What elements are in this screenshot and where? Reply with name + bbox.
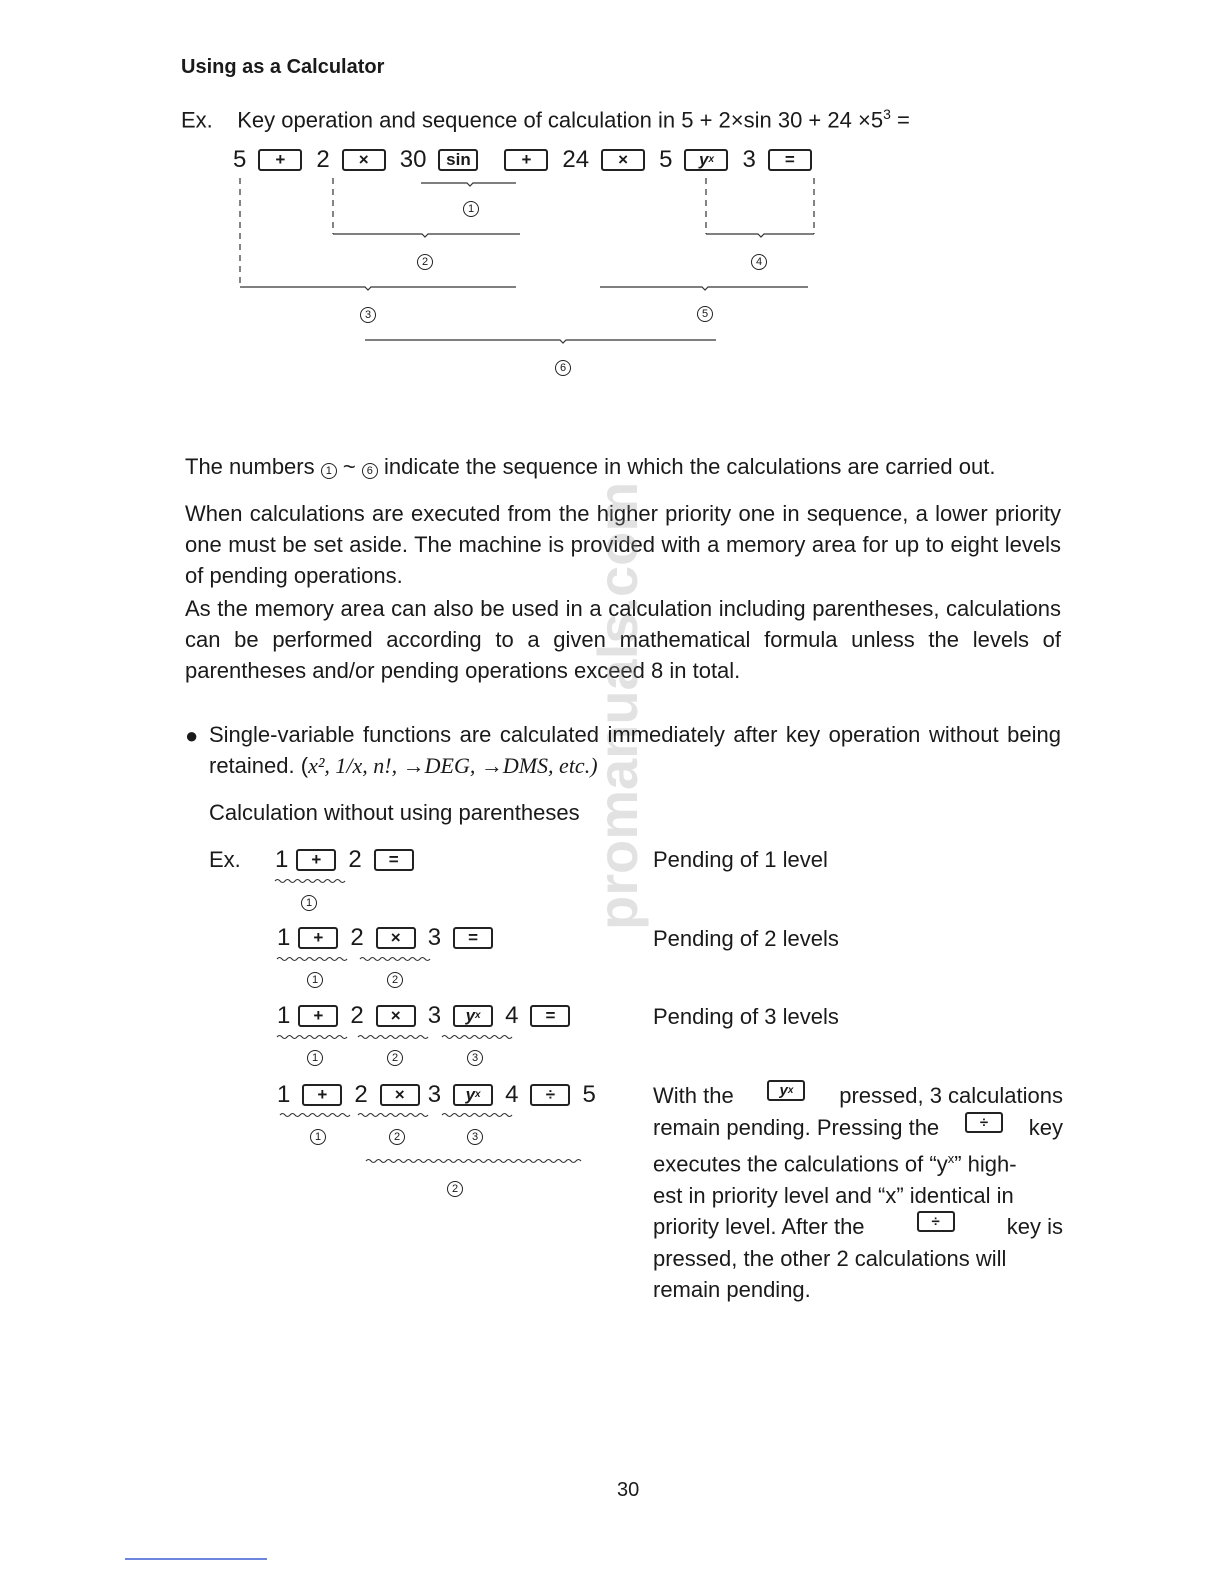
subheading: Calculation without using parentheses	[209, 800, 580, 825]
numbers-note-tilde: ~	[342, 454, 356, 479]
power-key: y x	[684, 149, 728, 171]
expl-l4: est in priority level and “x” identical in	[653, 1182, 1014, 1208]
seq-num: 2	[354, 1081, 368, 1108]
seq-num: 1	[277, 1002, 291, 1029]
divide-key: ÷	[530, 1084, 570, 1106]
numbers-note-before: The numbers	[185, 454, 315, 479]
step-3-marker: 3	[360, 307, 376, 323]
expl-l2a: remain pending. Pressing the	[653, 1114, 940, 1140]
equals-key: =	[453, 927, 493, 949]
seq-num: 5	[659, 146, 673, 173]
example1-suffix: =	[890, 107, 910, 133]
explanation	[653, 1080, 1063, 1306]
numbers-note	[185, 454, 995, 480]
step-marker: 1	[301, 895, 317, 911]
wave	[366, 1160, 581, 1163]
seq-num: 5	[233, 146, 247, 173]
step-marker: 2	[447, 1181, 463, 1197]
step-marker: 3	[467, 1050, 483, 1066]
power-key: y x	[453, 1084, 493, 1106]
bullet-items: x², 1/x, n!, →DEG, →DMS, etc.)	[308, 753, 598, 778]
bullet-dot: ●	[185, 723, 199, 748]
example1-prefix: Ex.	[181, 107, 213, 133]
example2-prefix: Ex.	[209, 847, 241, 872]
expl-l3b: ” high-	[954, 1151, 1017, 1177]
wave	[358, 1114, 428, 1117]
multiply-key: ×	[601, 149, 645, 171]
step-marker: 3	[467, 1129, 483, 1145]
step-marker: 1	[310, 1129, 326, 1145]
seq-num: 4	[505, 1002, 519, 1029]
seq-num: 3	[427, 1002, 442, 1029]
seq-num: 2	[350, 924, 364, 951]
watermark: promanuals.com	[586, 481, 649, 930]
numbers-note-after: indicate the sequence in which the calculations are carried out.	[383, 454, 996, 479]
wave	[275, 880, 345, 883]
example2-row-3	[277, 1002, 578, 1030]
sin-key: sin	[438, 149, 478, 171]
pending-3-label: Pending of 3 levels	[653, 1004, 839, 1029]
bracket-1	[421, 183, 516, 186]
bullet-main: Single-variable functions are calculated immediately after key operation without being retained. (	[209, 722, 1061, 778]
multiply-key: ×	[376, 1005, 416, 1027]
seq-num: 3	[742, 146, 756, 173]
seq-num: 30	[399, 146, 427, 173]
equals-key: =	[530, 1005, 570, 1027]
paragraph-2: As the memory area can also be used in a calculation including parentheses, calculations can be performed according to a given mathematical formula unless the levels of parentheses and/or pending operations exceed 8 in total.	[185, 596, 1061, 683]
seq-num: 5	[582, 1081, 596, 1108]
circled-one: 1	[321, 463, 337, 479]
step-marker: 2	[387, 1050, 403, 1066]
bracket-4	[706, 234, 814, 237]
step-5-marker: 5	[697, 306, 713, 322]
expl-l5b: key is	[1006, 1214, 1063, 1240]
wave	[442, 1036, 512, 1039]
multiply-key: ×	[380, 1084, 420, 1106]
step-marker: 2	[389, 1129, 405, 1145]
multiply-key: ×	[342, 149, 386, 171]
seq-num: 1	[275, 846, 289, 873]
seq-num: 1	[277, 1081, 291, 1108]
equals-key: =	[374, 849, 414, 871]
plus-key: +	[504, 149, 548, 171]
plus-key: +	[258, 149, 302, 171]
circled-six: 6	[362, 463, 378, 479]
seq-num: 3	[427, 1081, 442, 1108]
multiply-key: ×	[376, 927, 416, 949]
pending-2-label: Pending of 2 levels	[653, 926, 839, 951]
page-number: 30	[617, 1479, 640, 1501]
step-marker: 1	[307, 1050, 323, 1066]
wave	[277, 1036, 347, 1039]
expl-l1b: pressed, 3 calculations	[839, 1083, 1063, 1108]
step-marker: 2	[387, 972, 403, 988]
seq-num: 2	[350, 1002, 364, 1029]
example2-row-2	[277, 924, 501, 952]
expl-l7: remain pending.	[653, 1277, 811, 1303]
bracket-6	[365, 340, 716, 343]
power-key-inline: y x	[767, 1080, 805, 1101]
expl-l1a: With the	[653, 1083, 734, 1108]
wave	[280, 1114, 350, 1117]
seq-num: 24	[562, 146, 590, 173]
bracket-5	[600, 287, 808, 290]
divide-key-inline: ÷	[965, 1112, 1003, 1133]
step-4-marker: 4	[751, 254, 767, 270]
expl-l3: executes the calculations of “y	[653, 1151, 948, 1177]
wave	[360, 958, 430, 961]
paragraph-1: When calculations are executed from the higher priority one in sequence, a lower priority one must be set aside. The machine is provided with a memory area for up to eight levels of pending operations.	[185, 501, 1061, 588]
expl-l5a: priority level. After the	[653, 1214, 865, 1240]
plus-key: +	[296, 849, 336, 871]
seq-num: 4	[505, 1081, 519, 1108]
bracket-2	[333, 234, 520, 237]
example2-row-4	[277, 1081, 596, 1109]
seq-num: 3	[427, 924, 442, 951]
expl-l6: pressed, the other 2 calculations will	[653, 1245, 1007, 1271]
wave	[277, 958, 347, 961]
bracket-3	[240, 287, 516, 290]
expl-l3sup: x	[947, 1151, 955, 1166]
power-key: y x	[453, 1005, 493, 1027]
seq-num: 1	[277, 924, 291, 951]
step-1-marker: 1	[463, 201, 479, 217]
expl-l2b: key	[1028, 1114, 1063, 1140]
seq-num: 2	[316, 146, 330, 173]
equals-key: =	[768, 149, 812, 171]
step-2-marker: 2	[417, 254, 433, 270]
seq-num: 2	[348, 846, 362, 873]
wave	[358, 1036, 428, 1039]
example2-row-1	[275, 846, 422, 874]
step-marker: 1	[307, 972, 323, 988]
plus-key: +	[298, 1005, 338, 1027]
plus-key: +	[298, 927, 338, 949]
bullet-text	[209, 719, 1061, 781]
divide-key-inline: ÷	[917, 1211, 955, 1232]
example1-superscript: 3	[883, 106, 891, 122]
wave	[442, 1114, 512, 1117]
plus-key: +	[302, 1084, 342, 1106]
section-title: Using as a Calculator	[181, 56, 385, 78]
step-6-marker: 6	[555, 360, 571, 376]
pending-1-label: Pending of 1 level	[653, 847, 828, 872]
example1-text: Key operation and sequence of calculation in 5 + 2×sin 30 + 24 ×5	[237, 107, 884, 133]
